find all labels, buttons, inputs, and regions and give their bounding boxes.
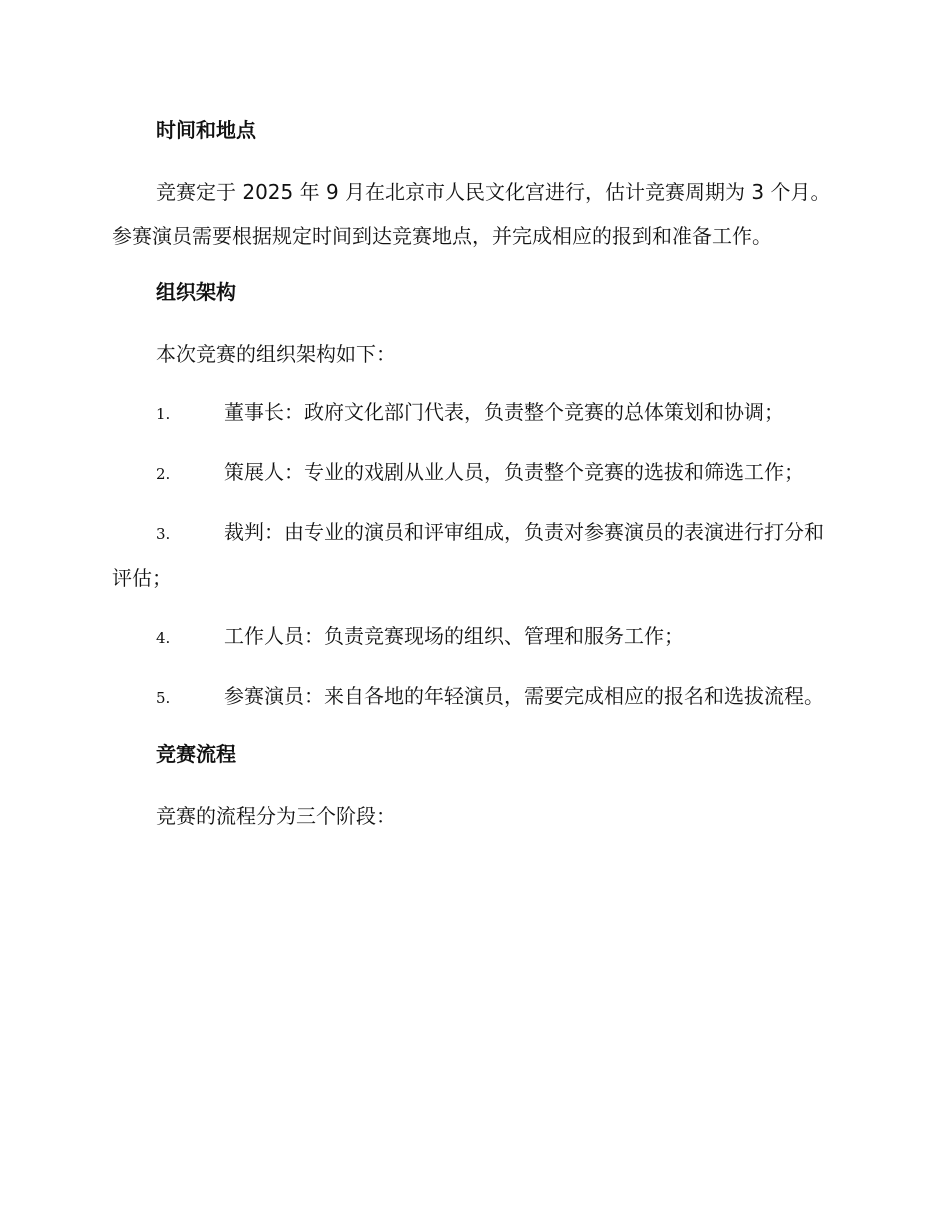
list-number: 5.: [156, 689, 171, 707]
list-item: [112, 450, 838, 496]
list-number: 4.: [156, 629, 171, 647]
list-item-text: 董事长：政府文化部门代表，负责整个竞赛的总体策划和协调；: [224, 400, 784, 424]
paragraph-competition-process: 竞赛的流程分为三个阶段：: [156, 804, 396, 828]
section-heading-organization: 组织架构: [156, 280, 236, 304]
list-item-text: 策展人：专业的戏剧从业人员，负责整个竞赛的选拔和筛选工作；: [224, 460, 804, 484]
section-heading-time-location: 时间和地点: [156, 118, 256, 142]
list-item-text: 参赛演员：来自各地的年轻演员，需要完成相应的报名和选拔流程。: [224, 684, 824, 708]
list-item-text: 裁判：由专业的演员和评审组成，负责对参赛演员的表演进行打分和评估；: [112, 520, 824, 590]
list-item-text: 工作人员：负责竞赛现场的组织、管理和服务工作；: [224, 624, 684, 648]
paragraph-organization-intro: 本次竞赛的组织架构如下：: [156, 342, 396, 366]
list-number: 2.: [156, 465, 171, 483]
paragraph-time-location: 竞赛定于 2025 年 9 月在北京市人民文化宫进行，估计竞赛周期为 3 个月。参赛演员需要根据规定时间到达竞赛地点，并完成相应的报到和准备工作。: [112, 180, 831, 248]
list-item: [112, 390, 838, 436]
list-item: [112, 510, 838, 600]
list-number: 3.: [156, 525, 171, 543]
section-heading-competition-process: 竞赛流程: [156, 742, 236, 766]
list-item: [112, 674, 838, 720]
list-item: [112, 614, 838, 660]
list-number: 1.: [156, 405, 171, 423]
